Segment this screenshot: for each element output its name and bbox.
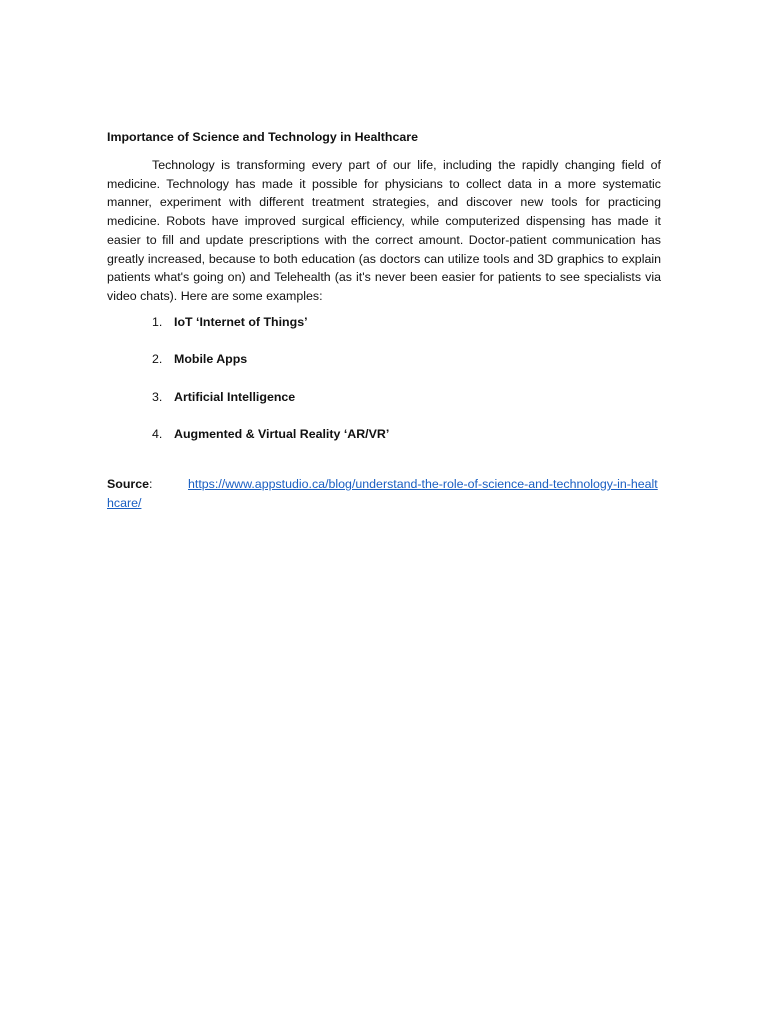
- list-item: [107, 313, 661, 332]
- intro-paragraph: Technology is transforming every part of our life, including the rapidly changing field of medicine. Technology has made it possible for physicians to collect data in a more systematic manner, experiment with different treatment strategies, and discover new tools for practicing medicine. Robots have improved surgical efficiency, while computerized dispensing has made it easier to fill and update prescriptions with the correct amount. Doctor-patient communication has greatly increased, because to both education (as doctors can utilize tools and 3D graphics to explain patients what's going on) and Telehealth (as it's never been easier for patients to see specialists via video chats). Here are some examples:: [107, 158, 661, 303]
- list-item-number: 1.: [152, 314, 163, 329]
- source-label: Source: [107, 477, 150, 492]
- document-heading: Importance of Science and Technology in Healthcare: [107, 130, 418, 144]
- source-colon: :: [149, 477, 153, 492]
- list-item-text: Augmented & Virtual Reality ‘AR/VR’: [174, 427, 390, 442]
- list-item: [107, 350, 661, 369]
- list-item-number: 2.: [152, 352, 163, 367]
- list-item-number: 4.: [152, 427, 163, 442]
- source-line: [107, 475, 661, 513]
- list-item: [107, 425, 661, 444]
- examples-list: [107, 313, 661, 445]
- list-item-number: 3.: [152, 389, 163, 404]
- list-item: [107, 388, 661, 407]
- document-body: [107, 128, 661, 513]
- source-link[interactable]: https://www.appstudio.ca/blog/understand-the-role-of-science-and-technology-in-healthcare/: [107, 477, 658, 511]
- list-item-text: Mobile Apps: [174, 352, 248, 367]
- list-item-text: IoT ‘Internet of Things’: [174, 314, 308, 329]
- list-item-text: Artificial Intelligence: [174, 389, 296, 404]
